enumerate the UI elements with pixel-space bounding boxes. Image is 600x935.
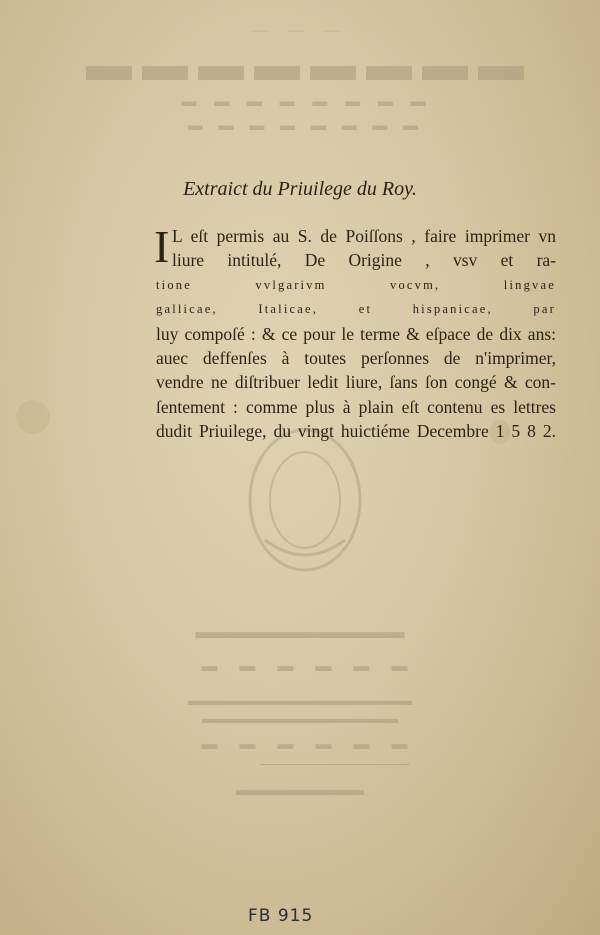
drop-cap: I: [154, 221, 170, 272]
shelfmark: FB 915: [248, 906, 314, 926]
show-through-text: — — —: [252, 22, 348, 39]
text-line: luy compoſé : & ce pour le terme & eſpace de dix ans:: [156, 323, 556, 344]
text-line: gallicae, Italicae, et hispanicae, par: [156, 302, 556, 317]
show-through-text: ▬ ▬ ▬ ▬ ▬ ▬: [192, 658, 408, 675]
text-line: tione vvlgarivm vocvm, lingvae: [156, 277, 556, 292]
show-through-text: ▬▬▬▬▬▬▬▬: [76, 39, 524, 90]
text-line: vendre ne diſtribuer ledit liure, ſans ſon congé & con-: [156, 372, 556, 393]
show-through-text: ▬ ▬ ▬ ▬ ▬ ▬ ▬ ▬: [181, 118, 419, 134]
text-line: liure intitulé, De Origine , vsv et ra-: [172, 250, 556, 271]
show-through-text: ▬▬▬▬▬▬▬▬▬▬▬▬▬▬▬▬: [188, 694, 412, 709]
show-through-text: ▬▬▬▬▬▬▬▬▬▬▬: [195, 622, 405, 643]
show-through-text: ▬▬▬▬▬▬▬▬: [236, 782, 364, 799]
text-line: auec deffenſes à toutes perſonnes de n'imprimer,: [156, 347, 556, 368]
text-line: ſentement : comme plus à plain eſt contenu es lettres: [156, 396, 556, 417]
paper-stain: [16, 400, 50, 434]
privilege-text: [154, 221, 556, 444]
show-through-rule: [260, 764, 410, 765]
ornament-show-through: [235, 420, 375, 580]
show-through-text: ▬ ▬ ▬ ▬ ▬ ▬ ▬ ▬: [174, 94, 426, 110]
text-line: L eſt permis au S. de Poiſſons , faire imprimer vn: [172, 226, 556, 246]
text-line: dudit Priuilege, du vingt huictiéme Decembre 1 5 8 2.: [156, 421, 556, 442]
privilege-title: Extraict du Priuilege du Roy.: [183, 178, 417, 200]
show-through-text: ▬▬▬▬▬▬▬▬▬▬▬▬▬▬: [202, 712, 398, 727]
show-through-text: ▬ ▬ ▬ ▬ ▬ ▬: [192, 736, 408, 753]
